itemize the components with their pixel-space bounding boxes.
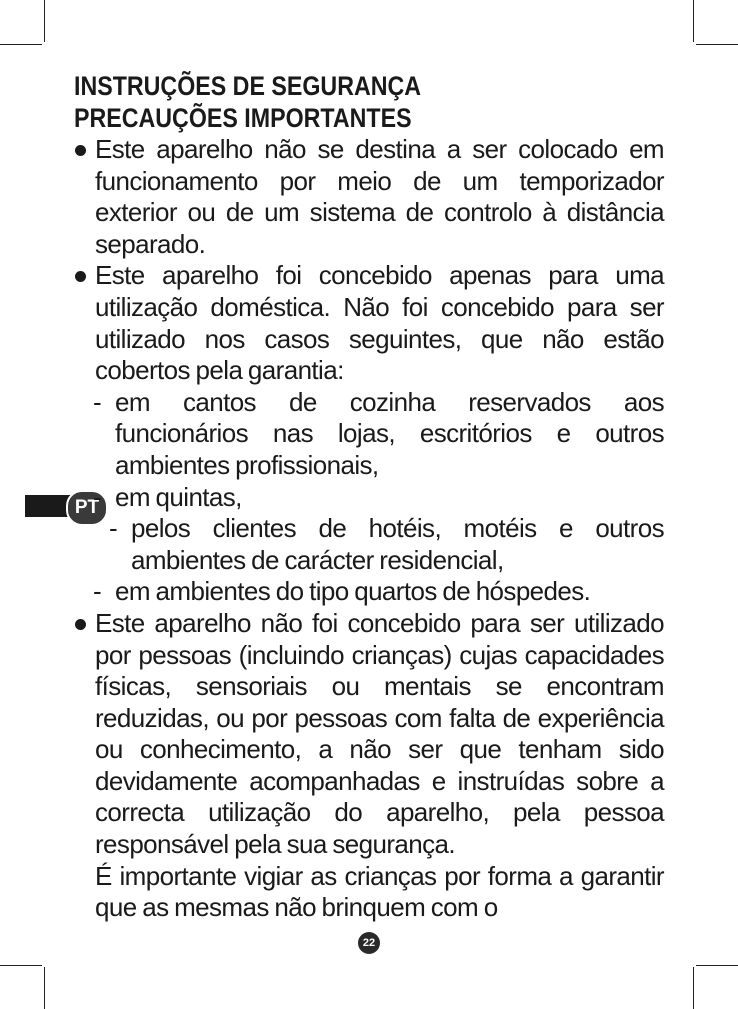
crop-mark [0,44,42,45]
section-title: INSTRUÇÕES DE SEGURANÇA [74,71,422,101]
paragraph: É importante vigiar as crianças por forma a garantir que as mesmas não brinquem com o [95,860,664,923]
language-badge: PT [66,490,108,526]
crop-mark [696,44,738,45]
crop-mark [696,965,738,966]
sub-list-item: - em quintas, [74,482,664,514]
crop-mark [44,967,45,1009]
crop-mark [0,965,42,966]
sub-list-item: - em cantos de cozinha reservados aos funcionários nas lojas, escritórios e outros ambientes profissionais, [74,387,664,482]
sub-list-item: - em ambientes do tipo quartos de hóspedes. [74,576,664,608]
bullet-item: Este aparelho não foi concebido para ser utilizado por pessoas (incluindo crianças) cujas capacidades físicas, sensoriais ou mentais se encontram reduzidas, ou por pessoas com falta de experiência ou conhecimento, a não ser que tenham sido devidamente acompanhadas e instruídas sobre a correcta utilização do aparelho, pela pessoa responsável pela sua segurança. [74,608,664,861]
page-number: 22 [358,932,380,954]
bullet-item: Este aparelho foi concebido apenas para uma utilização doméstica. Não foi concebido para ser utilizado nos casos seguintes, que não estão cobertos pela garantia: [74,260,664,386]
document-body [74,70,664,924]
section-subtitle: PRECAUÇÕES IMPORTANTES [74,103,412,133]
bullet-item: Este aparelho não se destina a ser colocado em funcionamento por meio de um temporizador exterior ou de um sistema de controlo à distância separado. [74,134,664,260]
crop-mark [44,0,45,42]
crop-mark [693,0,694,42]
crop-mark [693,967,694,1009]
sub-list-item: - pelos clientes de hotéis, motéis e outros ambientes de carácter residencial, [74,513,664,576]
